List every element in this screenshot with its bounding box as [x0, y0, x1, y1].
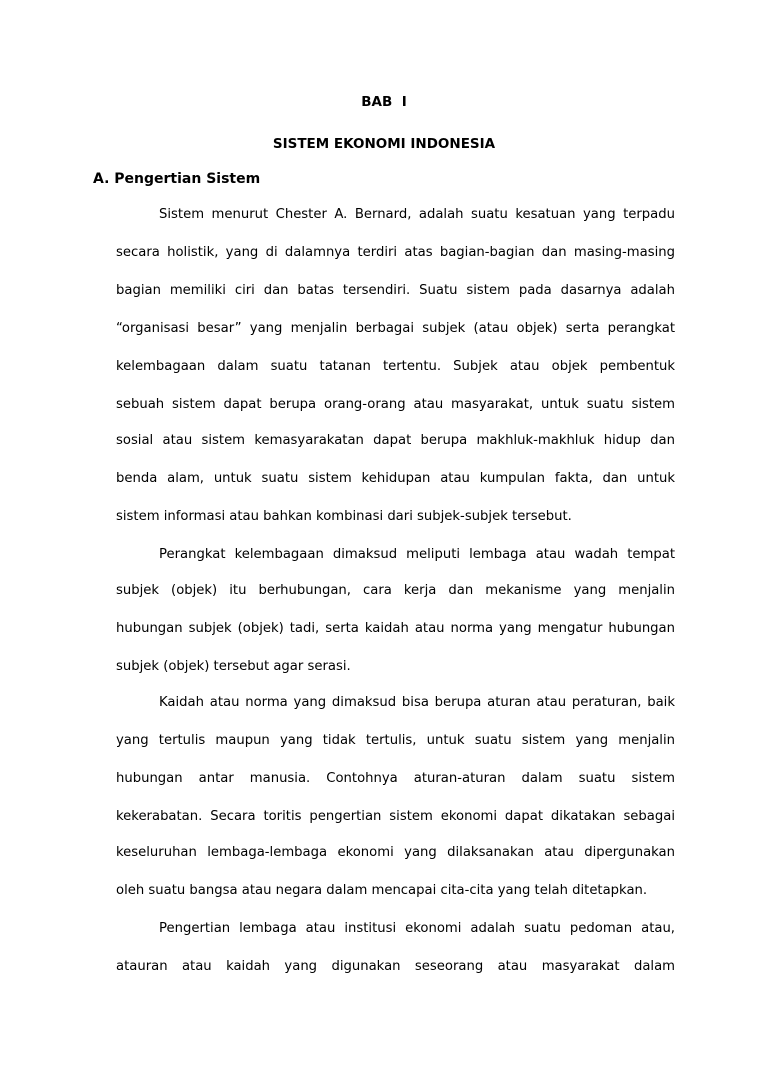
- paragraph-line: “organisasi besar” yang menjalin berbagai subjek (atau objek) serta perangkat: [116, 321, 675, 336]
- paragraph-line: Sistem menurut Chester A. Bernard, adalah suatu kesatuan yang terpadu: [159, 207, 675, 222]
- paragraph-line: subjek (objek) tersebut agar serasi.: [116, 659, 351, 674]
- paragraph-line: Perangkat kelembagaan dimaksud meliputi lembaga atau wadah tempat: [159, 547, 675, 562]
- chapter-heading: BAB I: [361, 94, 407, 110]
- paragraph-line: hubungan subjek (objek) tadi, serta kaidah atau norma yang mengatur hubungan: [116, 621, 675, 636]
- paragraph-line: yang tertulis maupun yang tidak tertulis, untuk suatu sistem yang menjalin: [116, 733, 675, 748]
- paragraph-line: sebuah sistem dapat berupa orang-orang atau masyarakat, untuk suatu sistem: [116, 397, 675, 412]
- paragraph-line: subjek (objek) itu berhubungan, cara kerja dan mekanisme yang menjalin: [116, 583, 675, 598]
- paragraph-line: oleh suatu bangsa atau negara dalam mencapai cita-cita yang telah ditetapkan.: [116, 883, 648, 898]
- paragraph-line: kelembagaan dalam suatu tatanan tertentu. Subjek atau objek pembentuk: [116, 359, 675, 374]
- paragraph-line: hubungan antar manusia. Contohnya aturan-aturan dalam suatu sistem: [116, 771, 675, 786]
- paragraph-line: sistem informasi atau bahkan kombinasi dari subjek-subjek tersebut.: [116, 509, 572, 524]
- paragraph-line: kekerabatan. Secara toritis pengertian sistem ekonomi dapat dikatakan sebagai: [116, 809, 675, 824]
- paragraph-line: atauran atau kaidah yang digunakan seseorang atau masyarakat dalam: [116, 959, 675, 974]
- paragraph-line: sosial atau sistem kemasyarakatan dapat berupa makhluk-makhluk hidup dan: [116, 433, 675, 448]
- paragraph-line: bagian memiliki ciri dan batas tersendiri. Suatu sistem pada dasarnya adalah: [116, 283, 675, 298]
- paragraph-line: Kaidah atau norma yang dimaksud bisa berupa aturan atau peraturan, baik: [159, 695, 675, 710]
- paragraph-line: Pengertian lembaga atau institusi ekonomi adalah suatu pedoman atau,: [159, 921, 675, 936]
- paragraph-line: keseluruhan lembaga-lembaga ekonomi yang dilaksanakan atau dipergunakan: [116, 845, 675, 860]
- section-heading: A. Pengertian Sistem: [93, 171, 261, 187]
- paragraph-line: secara holistik, yang di dalamnya terdiri atas bagian-bagian dan masing-masing: [116, 245, 675, 260]
- chapter-title: SISTEM EKONOMI INDONESIA: [272, 136, 496, 152]
- paragraph-line: benda alam, untuk suatu sistem kehidupan atau kumpulan fakta, dan untuk: [116, 471, 675, 486]
